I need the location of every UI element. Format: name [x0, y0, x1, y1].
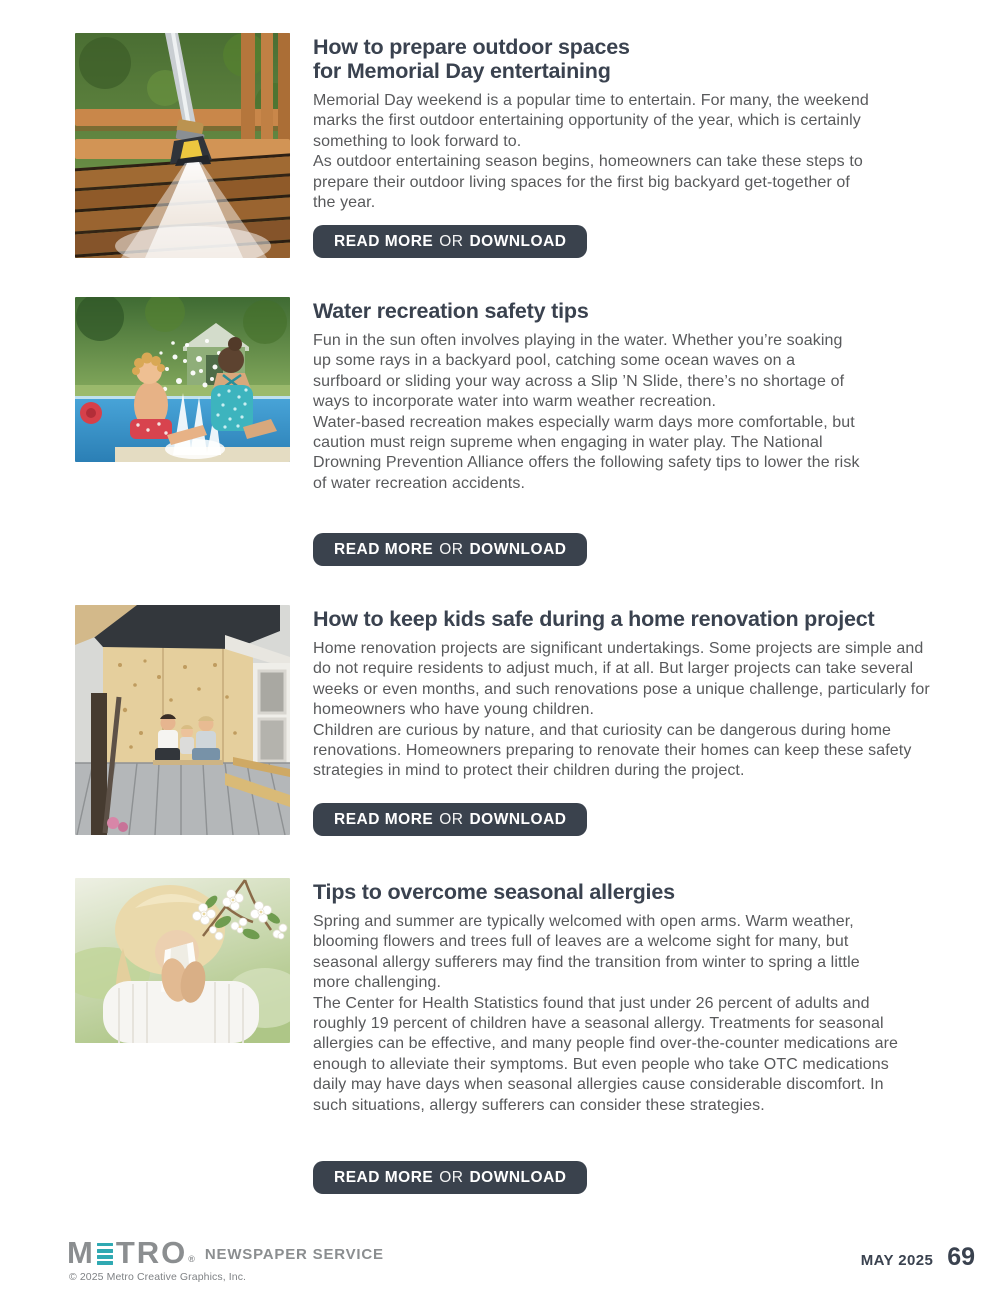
article-seasonal-allergies: [75, 878, 965, 1195]
article-title: [313, 35, 871, 83]
article-summary: [313, 91, 871, 213]
article-summary: [313, 639, 941, 782]
article-paragraph: Home renovation projects are significant undertakings. Some projects are simple and do not require residents to adjust much, if at all. But larger projects can take several weeks or even months, and such renovations pose a unique challenge, particularly for homeowners who have young children.: [313, 640, 930, 719]
article-title: [313, 880, 899, 904]
download-label: DOWNLOAD: [469, 540, 567, 558]
article-thumbnail-link[interactable]: [75, 878, 290, 1043]
download-label: DOWNLOAD: [469, 232, 567, 250]
article-title-line: Tips to overcome seasonal allergies: [313, 880, 675, 904]
article-title-line: for Memorial Day entertaining: [313, 59, 611, 83]
article-paragraph: Water-based recreation makes especially warm days more comfortable, but caution must reign supreme when engaging in water play. The National Drowning Prevention Alliance offers the following safety tips to lower the risk of water recreation accidents.: [313, 413, 860, 492]
article-title-line: How to keep kids safe during a home renovation project: [313, 607, 875, 631]
article-paragraph: As outdoor entertaining season begins, homeowners can take these steps to prepare their outdoor living spaces for the first big backyard get-together of the year.: [313, 153, 863, 212]
registered-trademark-icon: ®: [188, 1254, 195, 1264]
article-memorial-day-outdoor-spaces: [75, 33, 965, 265]
or-label: OR: [439, 232, 464, 250]
article-kids-safe-home-renovation: [75, 605, 965, 837]
read-more-label: READ MORE: [334, 1168, 434, 1186]
newspaper-service-label: NEWSPAPER SERVICE: [204, 1246, 384, 1263]
read-more-or-download-button[interactable]: [313, 1161, 587, 1194]
page-number: 69: [947, 1243, 975, 1271]
article-water-recreation-safety: [75, 297, 965, 567]
article-paragraph: The Center for Health Statistics found that just under 26 percent of adults and roughly 19 percent of children have a seasonal allergy. Treatments for seasonal allergies can be effective, and many people find over-the-counter medications are enough to alleviate their symptoms. But even people who take OTC medications daily may have days when seasonal allergies cause considerable discomfort. In such situations, allergy sufferers can consider these strategies.: [313, 994, 899, 1114]
article-paragraph: Fun in the sun often involves playing in the water. Whether you’re soaking up some rays in a backyard pool, catching some ocean waves on a surfboard or sliding your way across a Slip ’N Slide, there’s no shortage of ways to incorporate water into warm weather recreation.: [313, 332, 845, 411]
home-renovation-family-photo: [75, 605, 290, 835]
article-thumbnail-link[interactable]: [75, 33, 290, 258]
footer-issue-info: [861, 1243, 975, 1272]
article-title-line: How to prepare outdoor spaces: [313, 35, 630, 59]
article-title: [313, 299, 865, 323]
pressure-washer-deck-photo: [75, 33, 290, 258]
children-poolside-photo: [75, 297, 290, 462]
read-more-or-download-button[interactable]: [313, 803, 587, 836]
metro-logo-m: M: [67, 1235, 95, 1270]
article-summary: [313, 331, 865, 494]
or-label: OR: [439, 810, 464, 828]
article-paragraph: Spring and summer are typically welcomed with open arms. Warm weather, blooming flowers and trees full of leaves are a welcome sight for many, but seasonal allergy sufferers may find the transition from winter to spring a little more challenging.: [313, 913, 860, 992]
or-label: OR: [439, 540, 464, 558]
metro-logo: [67, 1235, 384, 1270]
download-label: DOWNLOAD: [469, 1168, 567, 1186]
article-paragraph: Memorial Day weekend is a popular time to entertain. For many, the weekend marks the first outdoor entertaining opportunity of the year, which is certainly something to look forward to.: [313, 92, 869, 150]
download-label: DOWNLOAD: [469, 810, 567, 828]
article-text-block: [313, 33, 871, 213]
article-thumbnail-link[interactable]: [75, 297, 290, 462]
article-summary: [313, 912, 899, 1116]
copyright-notice: © 2025 Metro Creative Graphics, Inc.: [69, 1271, 247, 1283]
or-label: OR: [439, 1168, 464, 1186]
article-paragraph: Children are curious by nature, and that curiosity can be dangerous during home renovations. Homeowners preparing to renovate their homes can keep these safety strategies in mind to protect their children during the project.: [313, 721, 912, 780]
read-more-label: READ MORE: [334, 540, 434, 558]
article-text-block: [313, 878, 899, 1116]
read-more-or-download-button[interactable]: [313, 533, 587, 566]
metro-logo-e-bars-icon: [97, 1243, 113, 1265]
read-more-label: READ MORE: [334, 810, 434, 828]
woman-sneezing-blossoms-photo: [75, 878, 290, 1043]
read-more-label: READ MORE: [334, 232, 434, 250]
article-title-line: Water recreation safety tips: [313, 299, 589, 323]
article-thumbnail-link[interactable]: [75, 605, 290, 835]
issue-date: MAY 2025: [860, 1252, 934, 1269]
article-title: [313, 607, 941, 631]
read-more-or-download-button[interactable]: [313, 225, 587, 258]
article-text-block: [313, 605, 941, 782]
article-text-block: [313, 297, 865, 494]
metro-logo-tro: TRO: [115, 1235, 188, 1270]
